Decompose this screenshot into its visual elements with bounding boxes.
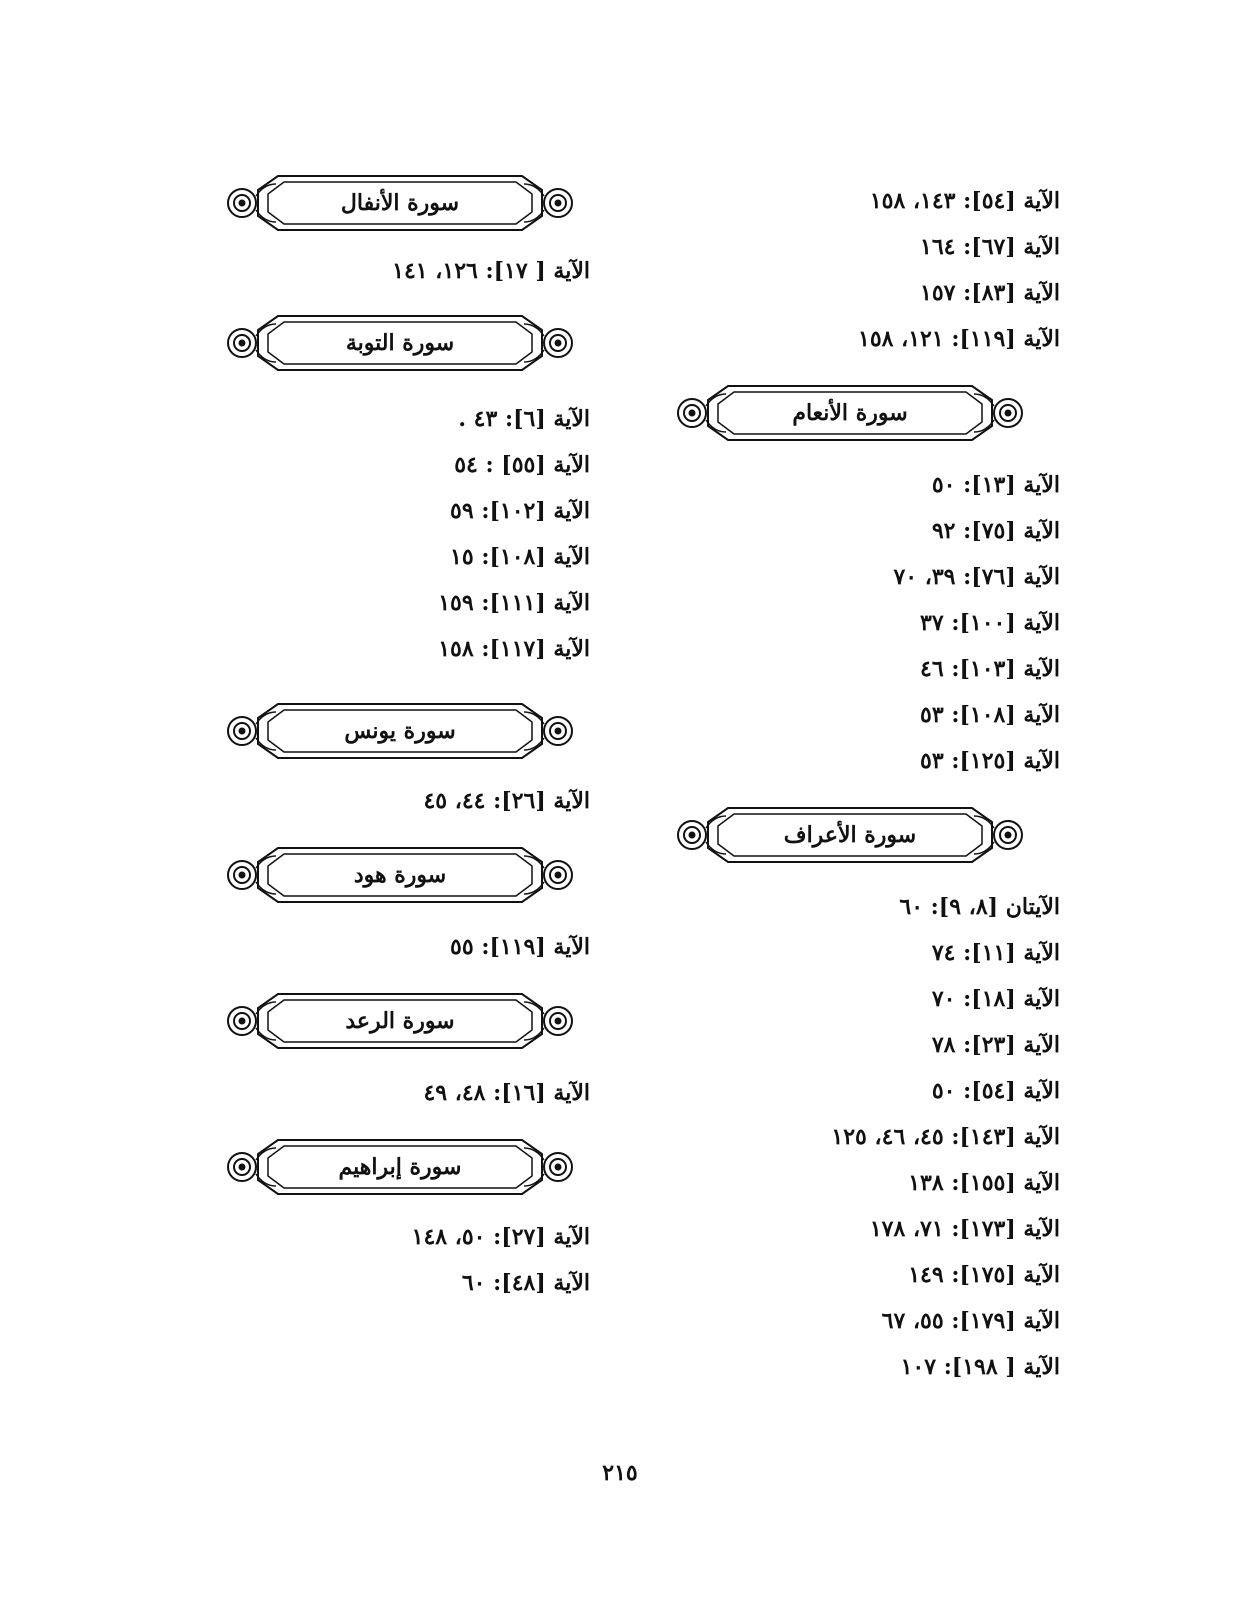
verse-entry: الآية [١٧٥]: ١٤٩ [908, 1262, 1060, 1288]
surah-title: سورة الأعراف [783, 822, 917, 848]
verse-entry: الآية [١٧٣]: ٧١، ١٧٨ [869, 1216, 1060, 1242]
verse-entry: الآية [٥٥] : ٥٤ [454, 452, 590, 478]
verse-entry: الآية [١١٧]: ١٥٨ [438, 636, 590, 662]
surah-title: سورة الأنفال [340, 190, 460, 216]
left-column [200, 170, 590, 1306]
verse-entry: الآية [١٠٠]: ٣٧ [920, 610, 1060, 636]
surah-heading-frame [220, 1134, 580, 1200]
verse-entry: الآية [٨٣]: ١٥٧ [920, 280, 1060, 306]
verse-entry: الآية [٧٥]: ٩٢ [931, 518, 1060, 544]
verse-entry: الآيتان [٨، ٩]: ٦٠ [899, 894, 1060, 920]
right-column [640, 178, 1060, 1390]
surah-title: سورة التوبة [345, 330, 455, 356]
verse-entry: الآية [١٠٣]: ٤٦ [920, 656, 1060, 682]
verse-entry: الآية [٤٨]: ٦٠ [461, 1270, 590, 1296]
surah-title: سورة الرعد [345, 1008, 455, 1034]
verse-entry: الآية [٥٤]: ١٤٣، ١٥٨ [869, 188, 1060, 214]
surah-title: سورة يونس [344, 718, 456, 744]
verse-entry: الآية [١٥٥]: ١٣٨ [908, 1170, 1060, 1196]
verse-entry: الآية [٥٤]: ٥٠ [931, 1078, 1060, 1104]
verse-entry: الآية [ ١٧]: ١٢٦، ١٤١ [392, 258, 590, 284]
surah-heading-frame [670, 380, 1030, 446]
verse-entry: الآية [ ١٩٨]: ١٠٧ [900, 1354, 1060, 1380]
surah-heading-frame [220, 698, 580, 764]
verse-entry: الآية [١٤٣]: ٤٥، ٤٦، ١٢٥ [831, 1124, 1060, 1150]
surah-heading-frame [220, 988, 580, 1054]
verse-entry: الآية [١١٩]: ٥٥ [450, 934, 590, 960]
surah-heading-frame [220, 842, 580, 908]
verse-entry: الآية [١٦]: ٤٨، ٤٩ [423, 1080, 590, 1106]
verse-entry: الآية [١٠٢]: ٥٩ [450, 498, 590, 524]
verse-entry: الآية [٢٦]: ٤٤، ٤٥ [423, 788, 590, 814]
verse-entry: الآية [١١١]: ١٥٩ [438, 590, 590, 616]
page-number: ٢١٥ [602, 1460, 638, 1486]
verse-entry: الآية [١٠٨]: ١٥ [450, 544, 590, 570]
verse-entry: الآية [١٧٩]: ٥٥، ٦٧ [881, 1308, 1060, 1334]
verse-entry: الآية [١٢٥]: ٥٣ [920, 748, 1060, 774]
surah-title: سورة الأنعام [792, 400, 908, 426]
verse-entry: الآية [٦]: ٤٣ . [458, 406, 590, 432]
verse-entry: الآية [١١٩]: ١٢١، ١٥٨ [858, 326, 1060, 352]
verse-entry: الآية [١١]: ٧٤ [931, 940, 1060, 966]
verse-entry: الآية [٢٣]: ٧٨ [931, 1032, 1060, 1058]
surah-heading-frame [670, 802, 1030, 868]
verse-entry: الآية [١٨]: ٧٠ [931, 986, 1060, 1012]
verse-entry: الآية [٦٧]: ١٦٤ [920, 234, 1060, 260]
verse-entry: الآية [٢٧]: ٥٠، ١٤٨ [411, 1224, 590, 1250]
surah-heading-frame [220, 310, 580, 376]
surah-title: سورة إبراهيم [338, 1154, 462, 1180]
verse-entry: الآية [٧٦]: ٣٩، ٧٠ [893, 564, 1060, 590]
surah-heading-frame [220, 170, 580, 236]
verse-entry: الآية [١٠٨]: ٥٣ [920, 702, 1060, 728]
surah-title: سورة هود [353, 862, 447, 888]
verse-entry: الآية [١٣]: ٥٠ [931, 472, 1060, 498]
